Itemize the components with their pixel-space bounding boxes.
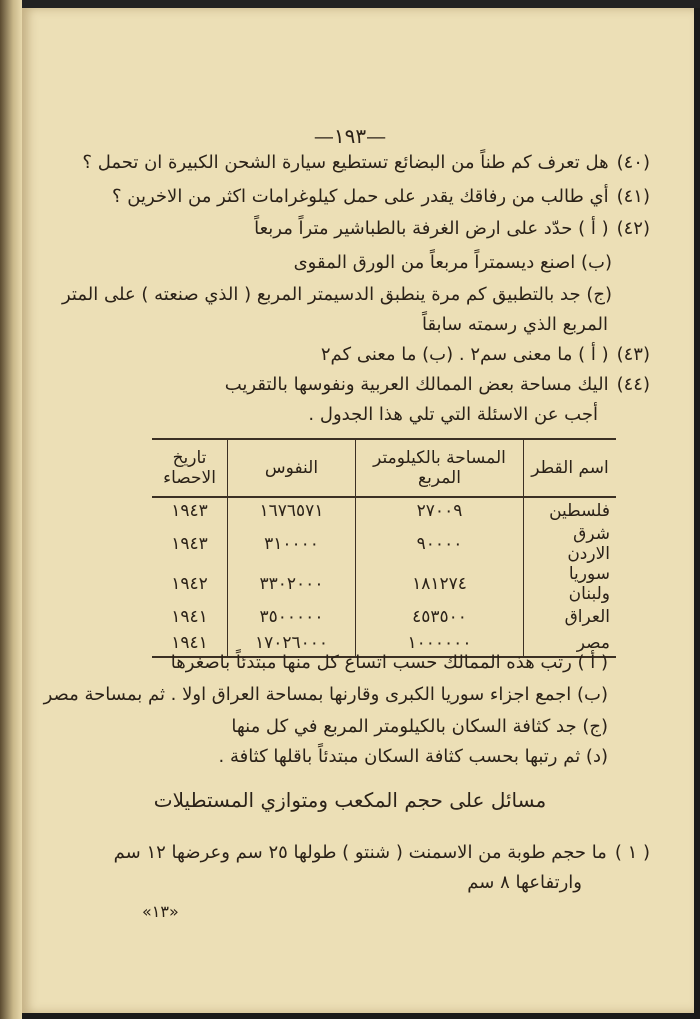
column-header-country: اسم القطر [524, 439, 617, 497]
sub-question-d: (د) ثم رتبها بحسب كثافة السكان مبتدئاً باقلها كثافة . [218, 746, 608, 767]
signature-mark: «١٣» [142, 902, 179, 921]
question-number: (٤٤) [616, 374, 650, 395]
book-spine [0, 0, 22, 1019]
question-text: ( أ ) ما معنى سم٢ . (ب) ما معنى كم٢ [320, 344, 609, 365]
question-40 [82, 152, 650, 173]
cell-population: ١٦٧٦٥٧١ [228, 497, 356, 524]
question-text: المربع الذي رسمته سابقاً [421, 314, 608, 335]
question-43 [321, 344, 650, 365]
cell-area: ١٠٠٠٠٠٠ [356, 630, 524, 657]
table-row [152, 564, 616, 604]
cell-census-date: ١٩٤١ [152, 630, 228, 657]
page-number: —١٩٣— [313, 124, 387, 148]
question-text: أي طالب من رفاقك يقدر على حمل كيلوغرامات اكثر من الاخرين ؟ [112, 186, 609, 207]
cell-population: ٣١٠٠٠٠ [228, 524, 356, 564]
question-text: ( أ ) حدّد على ارض الغرفة بالطباشير متراً مربعاً [254, 218, 609, 239]
cell-country: شرق الاردن [524, 524, 617, 564]
column-header-population: النفوس [228, 439, 356, 497]
sub-question-a: ( أ ) رتب هذه الممالك حسب اتساع كل منها مبتدئاً باصغرها [170, 652, 608, 673]
final-question [114, 842, 650, 863]
cell-population: ٣٥٠٠٠٠٠ [228, 604, 356, 630]
question-number: (٤٠) [616, 152, 650, 173]
cell-census-date: ١٩٤٣ [171, 501, 208, 521]
cell-country: فلسطين [524, 497, 617, 524]
cell-country: العراق [524, 604, 617, 630]
table-row [152, 524, 616, 564]
question-number: (٤٢) [616, 218, 650, 239]
cell-country: سوريا ولبنان [524, 564, 617, 604]
question-42-c [62, 284, 612, 305]
table-row [152, 497, 616, 524]
question-text: (ب) اصنع ديسمتراً مربعاً من الورق المقوى [293, 252, 612, 273]
cell-census-date: ١٩٤١ [171, 607, 208, 627]
question-text: أجب عن الاسئلة التي تلي هذا الجدول . [308, 404, 598, 425]
question-text: (ج) جد بالتطبيق كم مرة ينطبق الدسيمتر المربع ( الذي صنعته ) على المتر [61, 284, 612, 305]
scan-top-edge [0, 0, 700, 8]
question-42 [254, 218, 650, 239]
question-text: اليك مساحة بعض الممالك العربية ونفوسها بالتقريب [224, 374, 609, 395]
column-header-area: المساحة بالكيلومتر المربع [356, 439, 524, 497]
cell-population: ١٧٠٢٦٠٠٠ [228, 630, 356, 657]
question-41 [112, 186, 650, 207]
cell-area: ٢٧٠٠٩ [356, 497, 524, 524]
cell-census-date: ١٩٤٣ [171, 534, 208, 554]
question-44-cont [308, 404, 598, 425]
sub-question-b: (ب) اجمع اجزاء سوريا الكبرى وقارنها بمساحة العراق اولا . ثم بمساحة مصر [43, 684, 608, 705]
table-row [152, 604, 616, 630]
statistics-table [152, 438, 616, 658]
question-number: ( ١ ) [614, 842, 650, 863]
cell-area: ١٨١٢٧٤ [356, 564, 524, 604]
section-heading: مسائل على حجم المكعب ومتوازي المستطيلات [153, 788, 547, 812]
cell-census-date: ١٩٤٢ [171, 574, 208, 594]
question-42-b [294, 252, 612, 273]
cell-area: ٤٥٣٥٠٠ [356, 604, 524, 630]
question-44 [225, 374, 650, 395]
question-text: هل تعرف كم طناً من البضائع تستطيع سيارة الشحن الكبيرة ان تحمل ؟ [82, 152, 609, 173]
final-question-cont: وارتفاعها ٨ سم [467, 872, 582, 893]
cell-country: مصر [524, 630, 617, 657]
cell-area: ٩٠٠٠٠ [356, 524, 524, 564]
sub-question-c: (ج) جد كثافة السكان بالكيلومتر المربع في كل منها [231, 716, 608, 737]
question-number: (٤١) [616, 186, 650, 207]
cell-population: ٣٣٠٢٠٠٠ [228, 564, 356, 604]
question-42-c-cont [422, 314, 608, 335]
question-number: (٤٣) [616, 344, 650, 365]
column-header-census-date: تاريخ الاحصاء [152, 439, 228, 497]
question-text: ما حجم طوبة من الاسمنت ( شنتو ) طولها ٢٥ سم وعرضها ١٢ سم [113, 842, 607, 863]
